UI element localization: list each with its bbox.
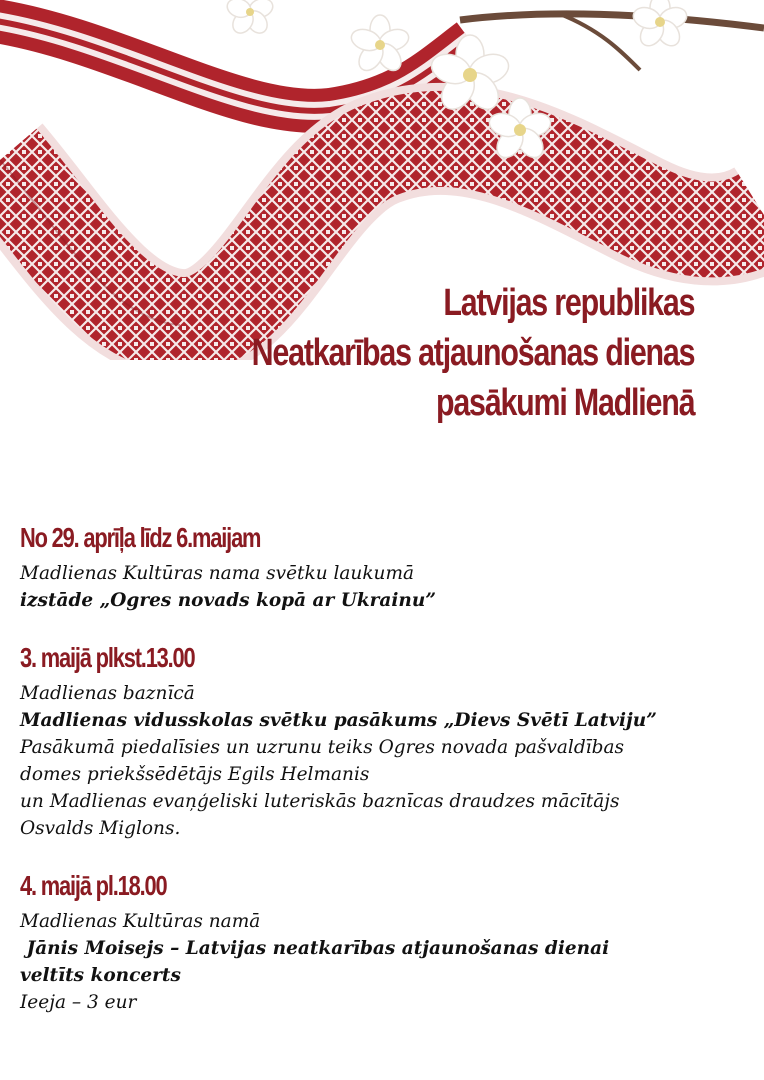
event-date-heading: 4. maijā pl.18.00 (20, 870, 167, 901)
event-exhibition (20, 516, 750, 614)
event-description: domes priekšsēdētājs Egils Helmanis (20, 764, 370, 785)
event-date-heading: 3. maijā plkst.13.00 (20, 642, 195, 673)
title-line: Latvijas republikas (443, 282, 694, 324)
event-title: veltīts koncerts (20, 965, 181, 986)
event-venue: Madlienas baznīcā (20, 683, 195, 704)
event-title: Jānis Moisejs – Latvijas neatkarības atjaunošanas dienai (20, 938, 610, 959)
event-date-heading: No 29. aprīļa līdz 6.maijam (20, 522, 261, 553)
branch (460, 14, 764, 28)
event-ticket-price: Ieeja – 3 eur (20, 992, 137, 1013)
poster-title (251, 278, 694, 428)
event-concert (20, 864, 750, 1016)
event-venue: Madlienas Kultūras namā (20, 911, 261, 932)
title-line: pasākumi Madlienā (435, 382, 694, 424)
title-line: Neatkarības atjaunošanas dienas (251, 332, 694, 374)
event-list (20, 516, 750, 1038)
event-venue: Madlienas Kultūras nama svētku laukumā (20, 563, 415, 584)
event-description: Osvalds Miglons. (20, 818, 181, 839)
event-description: un Madlienas evaņģeliski luteriskās baznīcas draudzes mācītājs (20, 791, 620, 812)
event-school-celebration (20, 636, 750, 842)
event-title: Madlienas vidusskolas svētku pasākums „Dievs Svētī Latviju” (20, 710, 657, 731)
event-title: izstāde „Ogres novads kopā ar Ukrainu” (20, 590, 436, 611)
event-description: Pasākumā piedalīsies un uzrunu teiks Ogres novada pašvaldības (20, 737, 624, 758)
